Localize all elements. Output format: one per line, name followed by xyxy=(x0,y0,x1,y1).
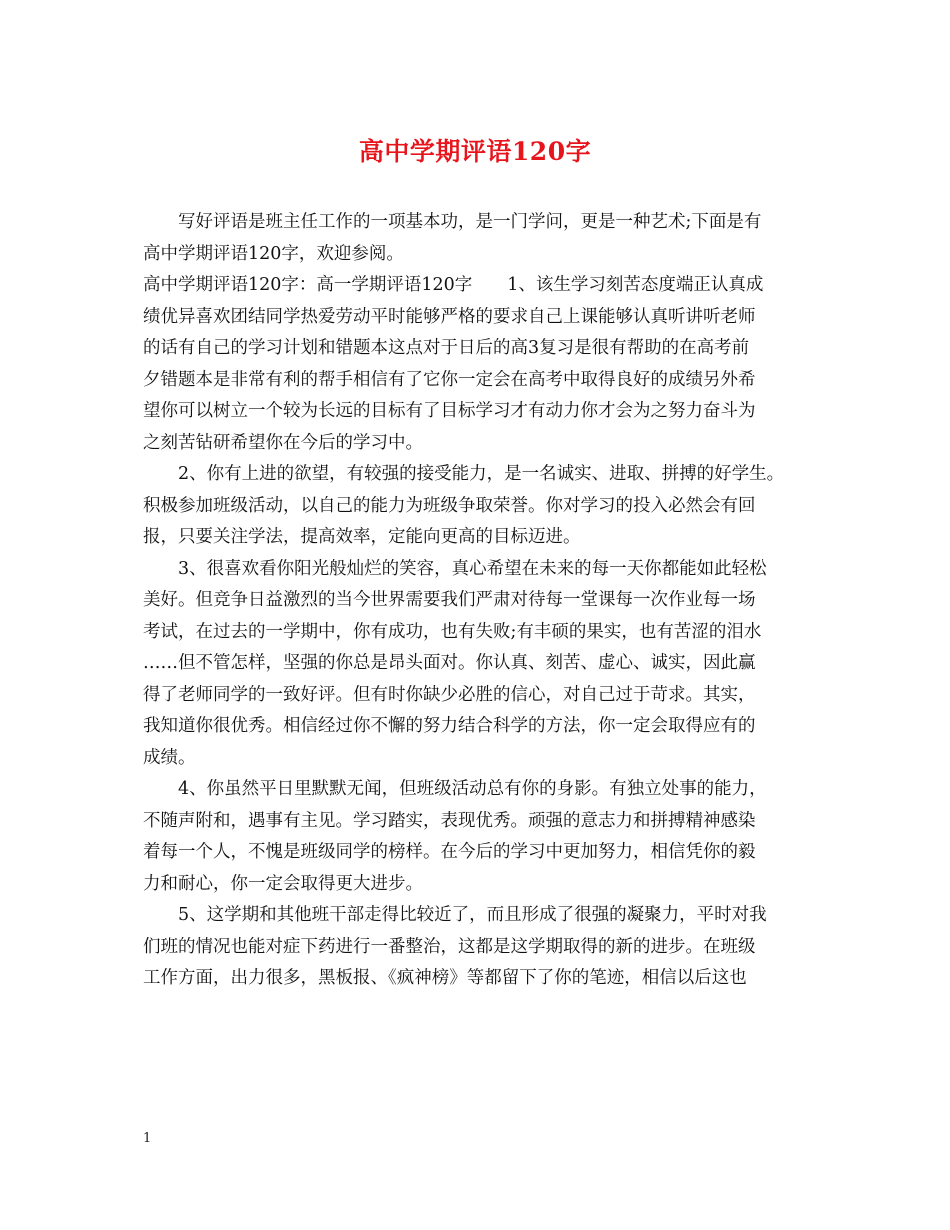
text-line: 我知道你很优秀。相信经过你不懈的努力结合科学的方法，你一定会取得应有的 xyxy=(143,716,756,736)
document-body xyxy=(143,207,823,995)
text-line: 考试，在过去的一学期中，你有成功，也有失败;有丰硕的果实，也有苦涩的泪水 xyxy=(143,621,762,642)
text-line: 得了老师同学的一致好评。但有时你缺少必胜的信心，对自己过于苛求。其实， xyxy=(143,684,756,705)
text-line: 工作方面，出力很多，黑板报、《疯神榜》等都留下了你的笔迹，相信以后这也 xyxy=(143,968,747,988)
text-line: 写好评语是班主任工作的一项基本功，是一门学问，更是一种艺术;下面是有 xyxy=(143,212,762,232)
text-line: 力和耐心，你一定会取得更大进步。 xyxy=(143,873,423,894)
text-line: 成绩。 xyxy=(143,747,196,768)
text-line: 们班的情况也能对症下药进行一番整治，这都是这学期取得的新的进步。在班级 xyxy=(143,936,756,957)
text-line: 绩优异喜欢团结同学热爱劳动平时能够严格的要求自己上课能够认真听讲听老师 xyxy=(143,306,756,327)
page-number: 1 xyxy=(143,1131,152,1146)
text-line: 2、你有上进的欲望，有较强的接受能力，是一名诚实、进取、拼搏的好学生。 xyxy=(143,464,785,484)
document-title: 高中学期评语120字 xyxy=(358,137,592,166)
text-line: 的话有自己的学习计划和错题本这点对于日后的高3复习是很有帮助的在高考前 xyxy=(143,338,750,358)
text-line: 报，只要关注学法，提高效率，定能向更高的目标迈进。 xyxy=(143,527,581,547)
text-line: 之刻苦钻研希望你在今后的学习中。 xyxy=(143,432,423,453)
text-line: 高中学期评语120字：高一学期评语120字 1、该生学习刻苦态度端正认真成 xyxy=(143,275,764,295)
text-line: ……但不管怎样，坚强的你总是昂头面对。你认真、刻苦、虚心、诚实，因此赢 xyxy=(143,653,756,673)
text-line: 积极参加班级活动，以自己的能力为班级争取荣誉。你对学习的投入必然会有回 xyxy=(143,495,756,516)
text-line: 4、你虽然平日里默默无闻，但班级活动总有你的身影。有独立处事的能力， xyxy=(143,779,767,799)
text-line: 5、这学期和其他班干部走得比较近了，而且形成了很强的凝聚力，平时对我 xyxy=(143,905,767,925)
text-line: 3、很喜欢看你阳光般灿烂的笑容，真心希望在未来的每一天你都能如此轻松 xyxy=(143,558,767,579)
text-line: 着每一个人，不愧是班级同学的榜样。在今后的学习中更加努力，相信凭你的毅 xyxy=(143,842,756,862)
text-line: 高中学期评语120字，欢迎参阅。 xyxy=(143,243,404,264)
text-line: 美好。但竞争日益激烈的当今世界需要我们严肃对待每一堂课每一次作业每一场 xyxy=(143,590,756,610)
text-line: 夕错题本是非常有利的帮手相信有了它你一定会在高考中取得良好的成绩另外希 xyxy=(143,369,756,390)
text-line: 不随声附和，遇事有主见。学习踏实，表现优秀。顽强的意志力和拼搏精神感染 xyxy=(143,810,756,831)
text-line: 望你可以树立一个较为长远的目标有了目标学习才有动力你才会为之努力奋斗为 xyxy=(143,401,756,421)
